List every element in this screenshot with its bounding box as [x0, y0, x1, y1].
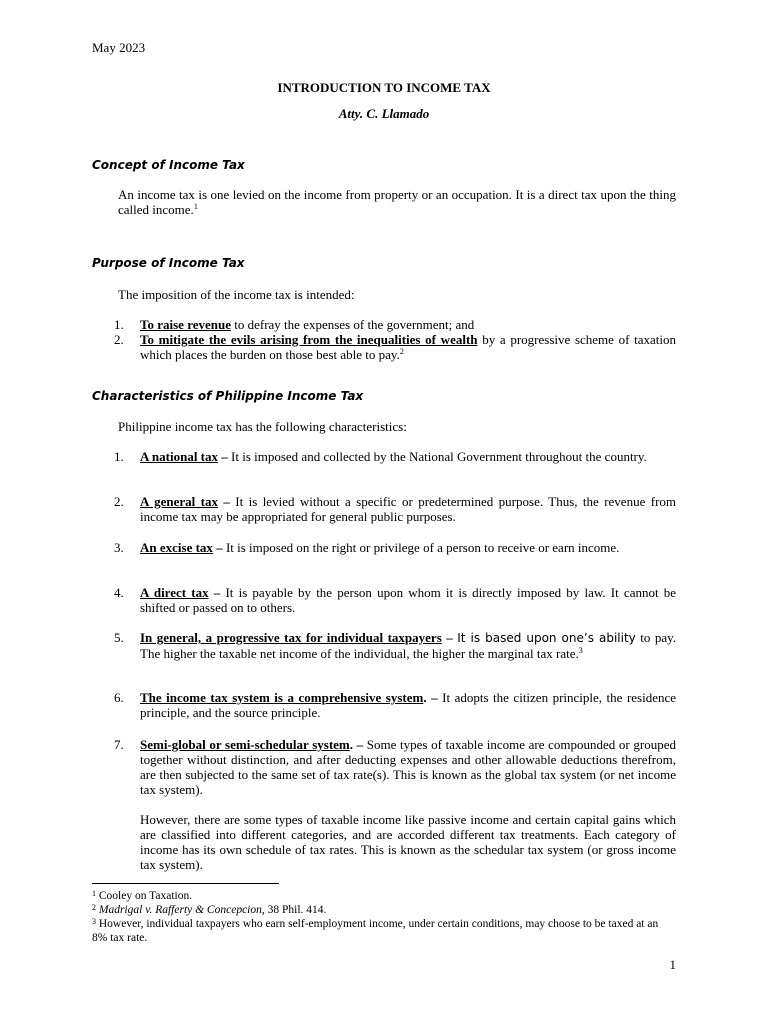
footnote-ref: 1: [193, 202, 198, 211]
document-title: INTRODUCTION TO INCOME TAX: [277, 80, 491, 95]
section-heading-purpose: Purpose of Income Tax: [92, 256, 245, 270]
list-item: 2. A general tax – It is levied without a specific or predetermined purpose. Thus, the revenue from income tax may be appropriated for general public purposes.: [114, 494, 677, 524]
list-item: 4. A direct tax – It is payable by the person upon whom it is directly imposed by law. It cannot be shifted or passed on to others.: [114, 585, 677, 615]
page-number: 1: [669, 957, 676, 972]
footnote: $^1$ Cooley on Taxation.: [92, 889, 193, 902]
list-item: 6. The income tax system is a comprehensive system. – It adopts the citizen principle, the residence principle, and the source principle.: [114, 690, 677, 720]
characteristics-intro: Philippine income tax has the following characteristics:: [118, 419, 407, 434]
footnote-ref: 2: [399, 347, 404, 356]
list-item: 2. To mitigate the evils arising from the inequalities of wealth by a progressive scheme of taxation which places the burden on those best able to pay.$^2$: [114, 332, 676, 362]
list-item: 3. An excise tax – It is imposed on the right or privilege of a person to receive or earn income.: [114, 540, 620, 555]
item7-paragraph-2: However, there are some types of taxable income like passive income and certain capital gains which are classified into different categories, and are accorded different tax treatments. Each category of income has its own schedule of tax rates. This is known as the schedular tax system (or gross income tax system).: [140, 812, 676, 872]
section-heading-concept: Concept of Income Tax: [92, 158, 245, 172]
document-date: May 2023: [92, 40, 146, 55]
footnote-divider: [92, 883, 279, 884]
list-item: 7. Semi-global or semi-schedular system. – Some types of taxable income are compounded or grouped together without distinction, and after deducting expenses and other allowable deductions therefrom, are then subjected to the same set of tax rate(s). This is known as the global tax system (or net income tax system).: [114, 737, 676, 797]
footnote-ref: 3: [578, 646, 583, 655]
list-item: 1. A national tax – It is imposed and collected by the National Government throughout the country.: [114, 449, 647, 464]
footnote: $^3$ However, individual taxpayers who earn self-employment income, under certain conditions, may choose to be taxed at an 8% tax rate.: [92, 917, 659, 944]
footnote: $^2$ Madrigal v. Rafferty & Concepcion, 38 Phil. 414.: [92, 903, 327, 916]
list-item: 1. To raise revenue to defray the expenses of the government; and: [114, 317, 475, 332]
purpose-intro: The imposition of the income tax is intended:: [118, 287, 355, 302]
document-author: Atty. C. Llamado: [338, 106, 430, 121]
concept-paragraph: An income tax is one levied on the income from property or an occupation. It is a direct tax upon the thing called income.$^1$: [118, 187, 676, 217]
section-heading-characteristics: Characteristics of Philippine Income Tax: [92, 389, 364, 403]
list-item: 5. In general, a progressive tax for individual taxpayers – It is based upon one’s ability to pay. The higher the taxable net income of the individual, the higher the marginal tax rate.$^3$: [114, 630, 676, 661]
